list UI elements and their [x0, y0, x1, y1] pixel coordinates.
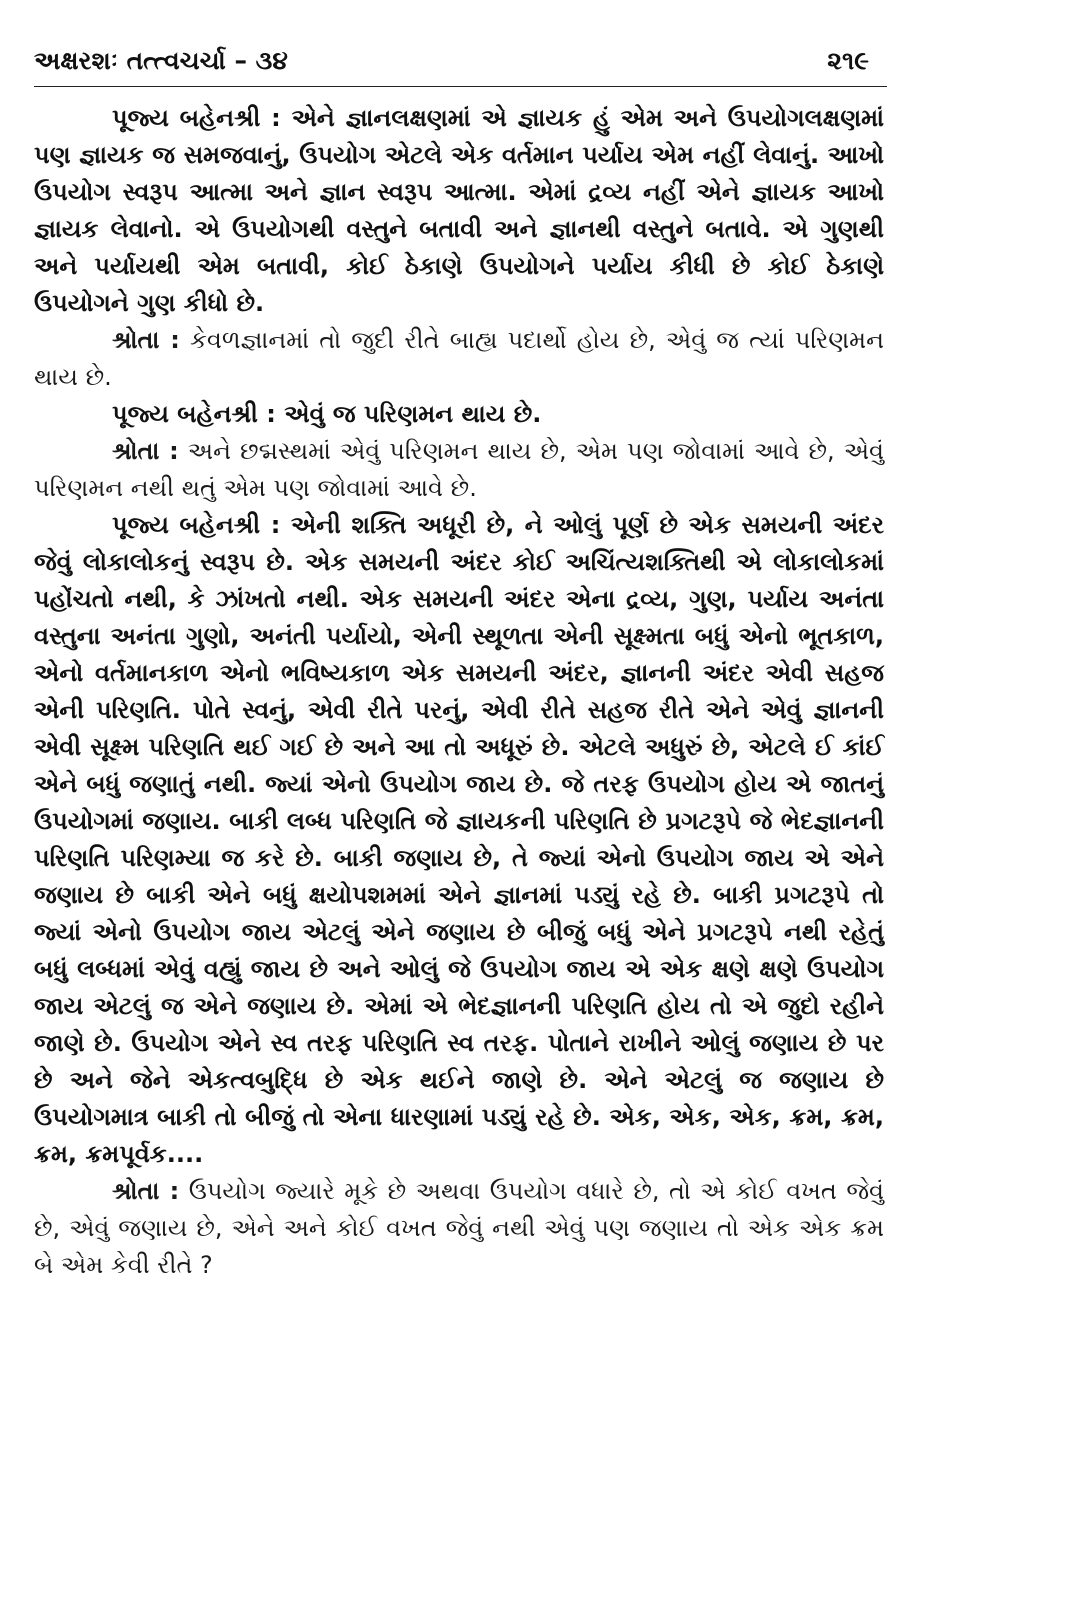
paragraph-text: એની શક્તિ અધૂરી છે, ને ઓલું પૂર્ણ છે એક સમયની અંદર જેવું લોકાલોકનું સ્વરૂપ છે. એક સમયની અંદર કોઈ અચિંત્યશક્તિથી એ લોકાલોકમાં પહોંચતો નથી, કે ઝાંખતો નથી. એક સમયની અંદર એના દ્રવ્ય, ગુણ, પર્યાય અનંતા વસ્તુના અનંતા ગુણો, અનંતી પર્યાયો, એની સ્થૂળતા એની સૂક્ષ્મતા બધું એનો ભૂતકાળ, એનો વર્તમાનકાળ એનો ભવિષ્યકાળ એક સમયની અંદર, જ્ઞાનની અંદર એવી સહજ એની પરિણતિ. પોતે સ્વનું, એવી રીતે પરનું, એવી રીતે સહજ રીતે એને એવું જ્ઞાનની એવી સૂક્ષ્મ પરિણતિ થઈ ગઈ છે અને આ તો અધૂરું છે. એટલે અધુરું છે, એટલે ઈ કાંઈ એને બધું જણાતું નથી. જ્યાં એનો ઉપયોગ જાય છે. જે તરફ ઉપયોગ હોય એ જાતનું ઉપયોગમાં જણાય. બાકી લબ્ધ પરિણતિ જે જ્ઞાયકની પરિણતિ છે પ્રગટરૂપે જે ભેદજ્ઞાનની પરિણતિ પરિણમ્યા જ કરે છે. બાકી જણાય છે, તે જ્યાં એનો ઉપયોગ જાય એ એને જણાય છે બાકી એને બધું ક્ષયોપશમમાં એને જ્ઞાનમાં પડ્યું રહે છે. બાકી પ્રગટરૂપે તો જ્યાં એનો ઉપયોગ જાય એટલું એને જણાય છે બીજું બધું એને પ્રગટરૂપે નથી રહેતું બધું લબ્ધમાં એવું વહ્યું જાય છે અને ઓલું જે ઉપયોગ જાય એ એક ક્ષણે ક્ષણે ઉપયોગ જાય એટલું જ એને જણાય છે. એમાં એ ભેદજ્ઞાનની પરિણતિ હોય તો એ જુદો રહીને જાણે છે. ઉપયોગ એને સ્વ તરફ પરિણતિ સ્વ તરફ. પોતાને રાખીને ઓલું જણાય છે પર છે અને જેને એકત્વબુદ્ધિ છે એક થઈને જાણે છે. એને એટલું જ જણાય છે ઉપયોગમાત્ર બાકી તો બીજું તો એના ધારણામાં પડ્યું રહે છે. એક, એક, એક, ક્રમ, ક્રમ, ક્રમ, ક્રમપૂર્વક.... — [34, 511, 884, 1168]
page-header — [34, 44, 887, 87]
speaker-label: પૂજ્ય બહેનશ્રી : — [112, 511, 281, 539]
speaker-label: પૂજ્ય બહેનશ્રી : — [112, 104, 281, 132]
page-body — [34, 100, 884, 1284]
paragraph-bahenshri-1 — [34, 100, 884, 322]
paragraph-text: એવું જ પરિણમન થાય છે. — [275, 400, 542, 428]
running-title: અક્ષરશઃ તત્ત્વચર્ચા – ૩૪ — [34, 46, 288, 75]
paragraph-text: અને છદ્મસ્થમાં એવું પરિણમન થાય છે, એમ પણ જોવામાં આવે છે, એવું પરિણમન નથી થતું એમ પણ જોવામાં આવે છે. — [34, 437, 884, 502]
speaker-label: શ્રોતા : — [112, 437, 179, 465]
paragraph-text: કેવળજ્ઞાનમાં તો જુદી રીતે બાહ્ય પદાર્થો હોય છે, એવું જ ત્યાં પરિણમન થાય છે. — [34, 326, 884, 391]
paragraph-shrota-1 — [34, 322, 884, 396]
paragraph-bahenshri-2 — [34, 396, 884, 433]
page-number: ૨૧૯ — [827, 46, 869, 75]
paragraph-shrota-2 — [34, 433, 884, 507]
paragraph-text: એને જ્ઞાનલક્ષણમાં એ જ્ઞાયક હું એમ અને ઉપયોગલક્ષણમાં પણ જ્ઞાયક જ સમજવાનું, ઉપયોગ એટલે એક વર્તમાન પર્યાય એમ નહીં લેવાનું. આખો ઉપયોગ સ્વરૂપ આત્મા અને જ્ઞાન સ્વરૂપ આત્મા. એમાં દ્રવ્ય નહીં એને જ્ઞાયક આખો જ્ઞાયક લેવાનો. એ ઉપયોગથી વસ્તુને બતાવી અને જ્ઞાનથી વસ્તુને બતાવે. એ ગુણથી અને પર્યાયથી એમ બતાવી, કોઈ ઠેકાણે ઉપયોગને પર્યાય કીધી છે કોઈ ઠેકાણે ઉપયોગને ગુણ કીધો છે. — [34, 104, 884, 317]
speaker-label: શ્રોતા : — [112, 326, 180, 354]
speaker-label: પૂજ્ય બહેનશ્રી : — [112, 400, 276, 428]
paragraph-shrota-3 — [34, 1173, 884, 1284]
paragraph-text: ઉપયોગ જ્યારે મૂકે છે અથવા ઉપયોગ વધારે છે, તો એ કોઈ વખત જેવું છે, એવું જણાય છે, એને અને કોઈ વખત જેવું નથી એવું પણ જણાય તો એક એક ક્રમ બે એમ કેવી રીતે ? — [34, 1177, 884, 1279]
speaker-label: શ્રોતા : — [112, 1177, 180, 1205]
paragraph-bahenshri-3 — [34, 507, 884, 1173]
